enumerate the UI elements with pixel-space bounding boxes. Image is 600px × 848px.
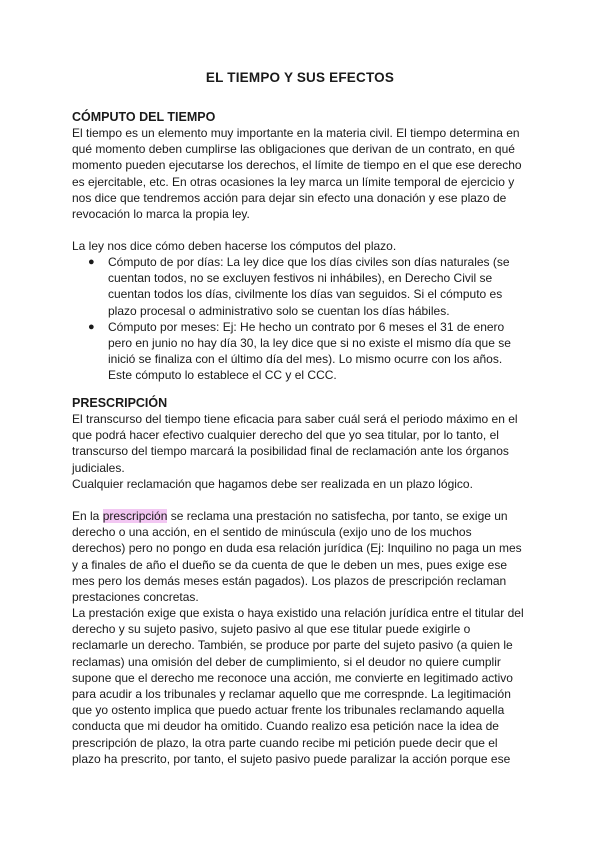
paragraph-text: La ley nos dice cómo deben hacerse los cómputos del plazo. xyxy=(72,239,397,253)
paragraph-prescripcion-3 xyxy=(72,508,528,605)
list-item xyxy=(72,319,528,384)
paragraph-computo-intro xyxy=(72,125,528,222)
text-run: se reclama una prestación no satisfecha, por tanto, se exige un derecho o una acción, en el sentido de minúscula (exijo uno de los muchos derechos) pero no pongo en duda esa relación jurídica (Ej: Inquilino no paga un mes y a finales de año el dueño se da cuenta de que le deben un mes, pues exige ese mes pero los demás meses están pagados). Los plazos de prescripción reclaman prestaciones concretas. xyxy=(72,509,522,605)
list-item-text: Cómputo por meses: Ej: He hecho un contrato por 6 meses el 31 de enero pero en junio no hay día 30, la ley dice que si no existe el mismo día que se inició se finaliza con el último día del mes). Lo mismo ocurre con los años. Este cómputo lo establece el CC y el CCC. xyxy=(108,319,511,383)
section-heading-computo: CÓMPUTO DEL TIEMPO xyxy=(72,110,216,124)
list-item-text: Cómputo de por días: La ley dice que los días civiles son días naturales (se cuentan todos, no se excluyen festivos ni inhábiles), en Derecho Civil se cuentan todos los días, civilmente los días van seguidos. Si el cómputo es plazo procesal o administrativo solo se cuentan los días hábiles. xyxy=(108,255,510,318)
section-heading-prescripcion: PRESCRIPCIÓN xyxy=(72,396,168,410)
paragraph-prescripcion-4 xyxy=(72,605,528,767)
bullet-icon: ● xyxy=(88,256,95,268)
text-run: En la xyxy=(72,509,103,523)
paragraph-text: Cualquier reclamación que hagamos debe ser realizada en un plazo lógico. xyxy=(72,477,473,491)
paragraph-prescripcion-1 xyxy=(72,411,528,476)
paragraph-text: La prestación exige que exista o haya existido una relación jurídica entre el titular del derecho y su sujeto pasivo, sujeto pasivo al que ese titular puede exigirle o reclamarle un derecho. También, se produce por parte del sujeto pasivo (a quien le reclamas) una omisión del deber de cumplimiento, si el deudor no quiere cumplir supone que el derecho me reconoce una acción, me convierte en legitimado activo para acudir a los tribunales y reclamar aquello que me correspnde. La legitimación que yo ostento implica que puedo actuar frente los tribunales reclamando aquella conducta que mi deudor ha omitido. Cuando realizo esa petición nace la idea de prescripción de plazo, la otra parte cuando recibe mi petición puede decir que el plazo ha prescrito, por tanto, el sujeto pasivo puede paralizar la acción porque ese xyxy=(72,606,524,766)
highlighted-term: prescripción xyxy=(102,509,168,523)
paragraph-text xyxy=(72,508,528,605)
paragraph-prescripcion-2 xyxy=(72,476,528,492)
bullet-list-computo xyxy=(72,254,528,384)
document-title: EL TIEMPO Y SUS EFECTOS xyxy=(205,70,395,85)
bullet-icon: ● xyxy=(88,320,95,333)
paragraph-computo-lead xyxy=(72,238,528,254)
paragraph-text: El transcurso del tiempo tiene eficacia para saber cuál será el periodo máximo en el que podrá hacer efectivo cualquier derecho del que yo sea titular, por lo tanto, el transcurso del tiempo marcará la posibilidad final de reclamación ante los órganos judiciales. xyxy=(72,412,518,475)
list-item xyxy=(72,254,528,319)
paragraph-text: El tiempo es un elemento muy importante en la materia civil. El tiempo determina en qué momento deben cumplirse las obligaciones que derivan de un contrato, en qué momento pueden ejecutarse los derechos, el límite de tiempo en el que ese derecho es ejercitable, etc. En otras ocasiones la ley marca un límite temporal de ejercicio y nos dice que tendremos acción para dejar sin efecto una donación y ese plazo de revocación lo marca la propia ley. xyxy=(72,126,522,222)
